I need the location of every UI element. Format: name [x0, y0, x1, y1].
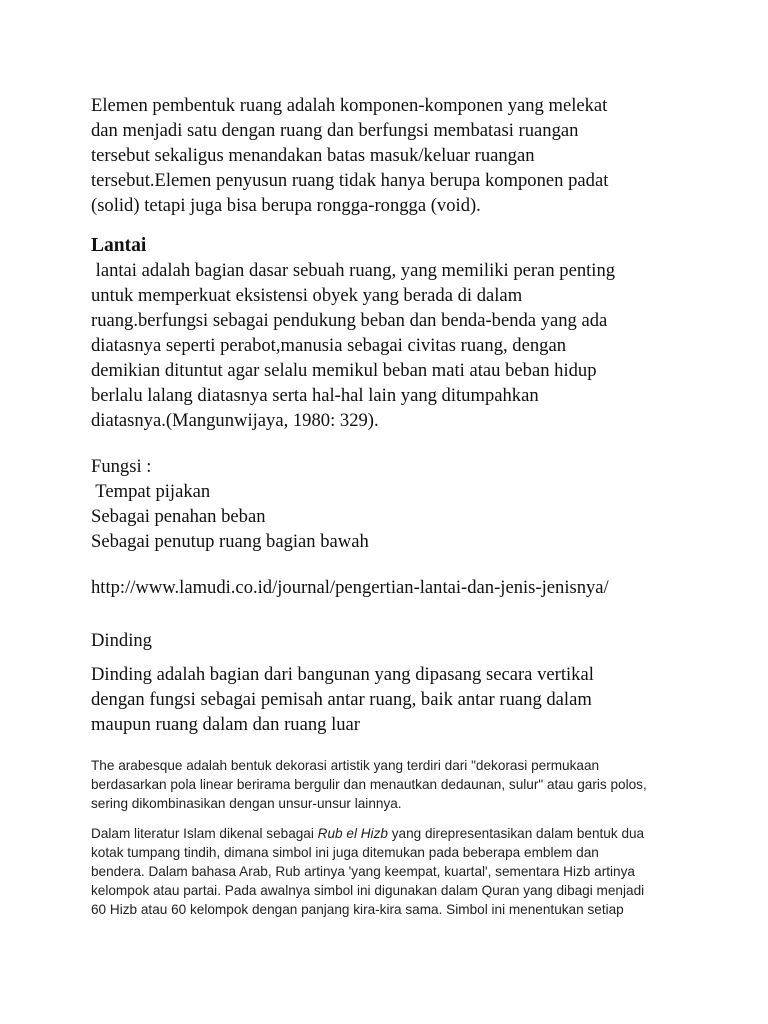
dinding-paragraph: [91, 662, 691, 737]
lantai-line: ruang.berfungsi sebagai pendukung beban dan benda-benda yang ada: [91, 310, 608, 331]
intro-line: tersebut sekaligus menandakan batas masuk/keluar ruangan: [91, 145, 535, 166]
fungsi-label: Fungsi :: [91, 456, 152, 477]
arabesque-line: berdasarkan pola linear berirama bergulir dan menautkan dedaunan, sulur" atau garis polos,: [91, 777, 647, 792]
rub-text: yang direpresentasikan dalam bentuk dua: [387, 826, 645, 841]
rub-line: 60 Hizb atau 60 kelompok dengan panjang kira-kira sama. Simbol ini menentukan setiap: [91, 902, 624, 917]
rub-el-hizb-term: Rub el Hizb: [317, 826, 388, 841]
rub-line-first: [91, 824, 691, 843]
rub-el-hizb-paragraph: [91, 824, 691, 919]
rub-line: bendera. Dalam bahasa Arab, Rub artinya 'yang keempat, kuartal', sementara Hizb artinya: [91, 864, 635, 879]
dinding-heading-text: Dinding: [91, 630, 152, 651]
fungsi-list: [91, 454, 691, 554]
document-body: [91, 93, 691, 919]
dinding-heading: [91, 628, 691, 653]
intro-line: Elemen pembentuk ruang adalah komponen-komponen yang melekat: [91, 95, 608, 116]
source-url: http://www.lamudi.co.id/journal/pengertian-lantai-dan-jenis-jenisnya/: [91, 577, 609, 598]
dinding-line: Dinding adalah bagian dari bangunan yang dipasang secara vertikal: [91, 664, 594, 685]
lantai-line: diatasnya.(Mangunwijaya, 1980: 329).: [91, 410, 379, 431]
lantai-line: demikian dituntut agar selalu memikul beban mati atau beban hidup: [91, 360, 597, 381]
arabesque-line: sering dikombinasikan dengan unsur-unsur lainnya.: [91, 796, 402, 811]
source-link: [91, 575, 691, 600]
lantai-paragraph: [91, 258, 691, 433]
rub-line: kelompok atau partai. Pada awalnya simbol ini digunakan dalam Quran yang dibagi menjadi: [91, 883, 645, 898]
fungsi-item: Tempat pijakan: [91, 481, 211, 502]
fungsi-item: Sebagai penahan beban: [91, 506, 266, 527]
rub-line: kotak tumpang tindih, dimana simbol ini juga ditemukan pada beberapa emblem dan: [91, 845, 599, 860]
lantai-heading: Lantai: [91, 235, 147, 256]
rub-text: Dalam literatur Islam dikenal sebagai: [91, 826, 318, 841]
lantai-line: diatasnya seperti perabot,manusia sebagai civitas ruang, dengan: [91, 335, 567, 356]
intro-line: dan menjadi satu dengan ruang dan berfungsi membatasi ruangan: [91, 120, 579, 141]
dinding-line: dengan fungsi sebagai pemisah antar ruang, baik antar ruang dalam: [91, 689, 592, 710]
arabesque-paragraph: [91, 756, 691, 813]
lantai-line: untuk memperkuat eksistensi obyek yang berada di dalam: [91, 285, 523, 306]
lantai-line: berlalu lalang diatasnya serta hal-hal lain yang ditumpahkan: [91, 385, 539, 406]
dinding-line: maupun ruang dalam dan ruang luar: [91, 714, 361, 735]
fungsi-item: Sebagai penutup ruang bagian bawah: [91, 531, 369, 552]
intro-line: (solid) tetapi juga bisa berupa rongga-rongga (void).: [91, 195, 481, 216]
arabesque-line: The arabesque adalah bentuk dekorasi artistik yang terdiri dari "dekorasi permukaan: [91, 758, 600, 773]
lantai-line: lantai adalah bagian dasar sebuah ruang, yang memiliki peran penting: [91, 260, 616, 281]
intro-paragraph: [91, 93, 691, 218]
intro-line: tersebut.Elemen penyusun ruang tidak hanya berupa komponen padat: [91, 170, 609, 191]
